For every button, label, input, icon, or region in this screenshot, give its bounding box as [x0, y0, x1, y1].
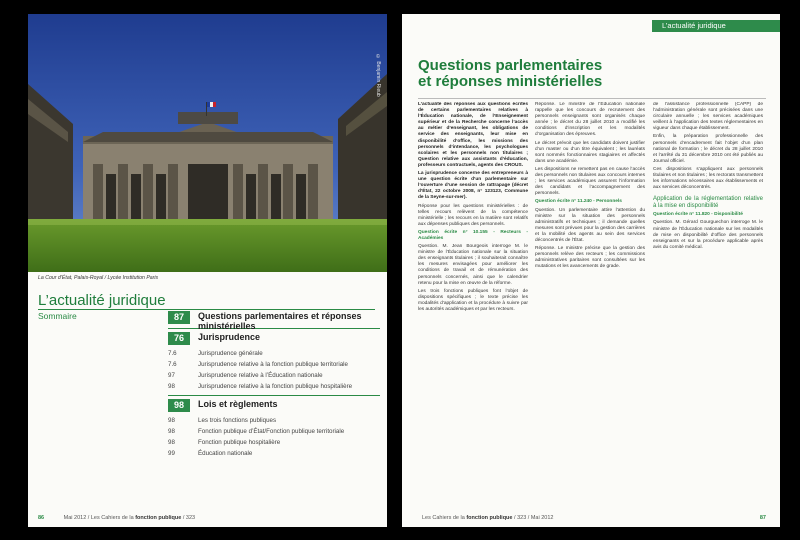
toc-page-number: 76	[168, 332, 190, 345]
toc-heading[interactable]	[168, 399, 380, 413]
toc-entry[interactable]	[168, 437, 380, 448]
paragraph: Enfin, la préparation professionnelle des personnels d’encadrement fait l’objet d’un plan national de formation ; le décret du 28 juillet 2010 et l’arrêté du 31 décembre 2010 ont été publiés au Journal officiel.	[653, 134, 763, 164]
paragraph: Ces dispositions s’appliquent aux personnels titulaires et non titulaires ; les rectorats transmettent les informations nécessaires aux établissements et aux services déconcentrés.	[653, 166, 763, 191]
paragraph: Réponse. Le ministre précise que la gestion des personnels relève des recteurs ; les commissions administratives paritaires sont consultées sur les mutations et les avancements de grade.	[535, 246, 645, 270]
toc-page-number: 97	[168, 372, 175, 379]
toc-entry[interactable]	[168, 415, 380, 426]
toc-separator	[168, 395, 380, 396]
text-column-1	[418, 102, 528, 502]
toc-entry[interactable]	[168, 348, 380, 359]
toc-page-number: 99	[168, 450, 175, 457]
right-footer-pre: Les Cahiers de la	[422, 515, 465, 521]
toc-entry[interactable]	[168, 381, 380, 392]
toc-page-number: 98	[168, 383, 175, 390]
paragraph: Réponse. Le ministre de l’Éducation nationale rappelle que les concours de recrutement des personnels enseignants sont organisés chaque année ; le décret du 28 juillet 2010 a modifié les conditions d’inscription et les modalités d’organisation des épreuves.	[535, 102, 645, 138]
right-footer	[422, 515, 766, 521]
toc-page-number: 98	[168, 439, 175, 446]
left-footer	[38, 515, 195, 521]
toc-entry-text: Jurisprudence	[198, 332, 261, 342]
toc-entry-text: Fonction publique hospitalière	[198, 439, 281, 446]
toc-page-number: 87	[168, 311, 190, 324]
toc-entry-text: Jurisprudence générale	[198, 350, 263, 357]
section-title: L’actualité juridique	[38, 292, 166, 309]
left-footer-post: / 323	[182, 515, 196, 521]
right-page-number: 87	[759, 515, 766, 521]
section-header-tab: L’actualité juridique	[652, 20, 780, 32]
left-footer-bold: fonction publique	[135, 515, 182, 521]
right-footer-bold: fonction publique	[466, 515, 513, 521]
toc-heading[interactable]	[168, 332, 380, 346]
toc-heading[interactable]	[168, 311, 380, 331]
toc-entry[interactable]	[168, 370, 380, 381]
toc-entry-text: Jurisprudence relative à la fonction publique hospitalière	[198, 383, 353, 390]
toc-entry-text: Questions parlementaires et réponses ministérielles	[198, 311, 362, 331]
toc-entry-text: Jurisprudence relative à l’Éducation nationale	[198, 372, 323, 379]
right-footer-post: / 323 / Mai 2012	[514, 515, 554, 521]
paragraph: Les dispositions ne remettent pas en cause l’accès des personnels non titulaires aux concours internes ; les services académiques assurent l’information des candidats et l’accompagnement des personnels.	[535, 166, 645, 197]
question-reference: Question écrite n° 11.820 - Disponibilité	[653, 212, 743, 218]
paragraph: Question. M. Gérard Gourguechon interroge M. le ministre de l’Éducation nationale sur les modalités de mise en disponibilité d’office des personnels enseignants et sur la procédure applicable après avis du comité médical.	[653, 220, 763, 250]
toc-page-number: 7.6	[168, 361, 177, 368]
toc-page-number: 98	[168, 428, 175, 435]
toc-page-number: 98	[168, 417, 175, 424]
left-page	[28, 14, 387, 527]
toc-entry-text: Les trois fonctions publiques	[198, 417, 277, 424]
toc-entry[interactable]	[168, 448, 380, 459]
title-rule	[418, 98, 766, 99]
paragraph: La jurisprudence concerne des entrepreneurs à une question écrite d’un parlementaire sur l’ouverture d’une session de rattrapage (décret d’État, 22 octobre 2008, n° 123123, Commune de la Seyne-sur-mer).	[418, 171, 528, 201]
left-footer-pre: Mai 2012 / Les Cahiers de la	[63, 515, 134, 521]
paragraph: de l’assistance professionnelle (CAPP) de l’administration générale sont précisées dans une circulaire annuelle ; les services académiques veillent à l’application des textes réglementaires en vigueur dans chaque établissement.	[653, 102, 763, 132]
article-title-line-2: et réponses ministérielles	[418, 73, 603, 90]
toc-entry-text: Jurisprudence relative à la fonction publique territoriale	[198, 361, 348, 368]
paragraph: Question. M. Jean Bourgeois interroge M. le ministre de l’Éducation nationale sur la situation des enseignants titulaires ; il souhaiterait connaître les mesures envisagées pour améliorer les conditions de travail et de rémunération des personnels concernés, ainsi que le calendrier retenu pour la mise en œuvre de la réforme.	[418, 244, 528, 286]
palais-royal-photo	[28, 14, 387, 272]
photo-credit: © Benjamin Rieub	[375, 54, 381, 97]
text-column-3	[653, 102, 763, 502]
paragraph: Réponse pour les questions ministérielles : de telles recours relèvent de la compétence ministérielle ; les recours en la matière sont relatifs aux dépenses publiques des personnels.	[418, 203, 528, 227]
paragraph: L’actualité des réponses aux questions écrites de certains parlementaires relatives à l’Éducation nationale, de l’Enseignement supérieur et de la Recherche concerne l’accès au métier d’enseignant, les obligations de service des enseignants, leur mise en disponibilité d’office, les missions des personnels d’intendance, les psychologues scolaires et les personnels non titulaires ; Question relative aux assistants d’éducation, professeurs contractuels, agents des CROUS.	[418, 102, 528, 168]
paragraph: Les trois fonctions publiques font l’objet de dispositions spécifiques ; le texte précise les modalités d’application et la procédure à suivre par les autorités académiques et par les recteurs.	[418, 288, 528, 312]
toc-entry-text: Lois et règlements	[198, 399, 278, 409]
text-column-2	[535, 102, 645, 502]
left-page-number: 86	[38, 515, 45, 521]
table-of-contents	[168, 308, 380, 459]
toc-entry-text: Fonction publique d’État/Fonction publique territoriale	[198, 428, 345, 435]
paragraph: Le décret prévoit que les candidats doivent justifier d’un master ou d’un titre équivalent ; les lauréats sont nommés fonctionnaires stagiaires et affectés dans une académie.	[535, 140, 645, 164]
subheading: Application de la réglementation relative à la mise en disponibilité	[653, 196, 763, 210]
toc-entry-text: Éducation nationale	[198, 450, 253, 457]
question-reference: Question écrite n° 11.240 - Personnels	[535, 199, 622, 205]
toc-entry[interactable]	[168, 359, 380, 370]
toc-page-number: 98	[168, 399, 190, 412]
paragraph: Question. Un parlementaire attire l’attention du ministre sur la situation des personnels administratifs et techniques ; il demande quelles mesures sont prévues pour la gestion des carrières et la mobilité des agents au sein des services déconcentrés de l’État.	[535, 207, 645, 243]
article-title	[418, 58, 602, 90]
question-reference: Question écrite n° 10.155 - Recteurs - Académies	[418, 229, 528, 241]
toc-page-number: 7.6	[168, 350, 177, 357]
article-title-line-1: Questions parlementaires	[418, 57, 603, 74]
toc-label: Sommaire	[38, 311, 77, 321]
toc-entry[interactable]	[168, 426, 380, 437]
right-page	[402, 14, 780, 527]
photo-caption: La Cour d’État, Palais-Royal / Lycée Institution Paris	[38, 275, 159, 281]
